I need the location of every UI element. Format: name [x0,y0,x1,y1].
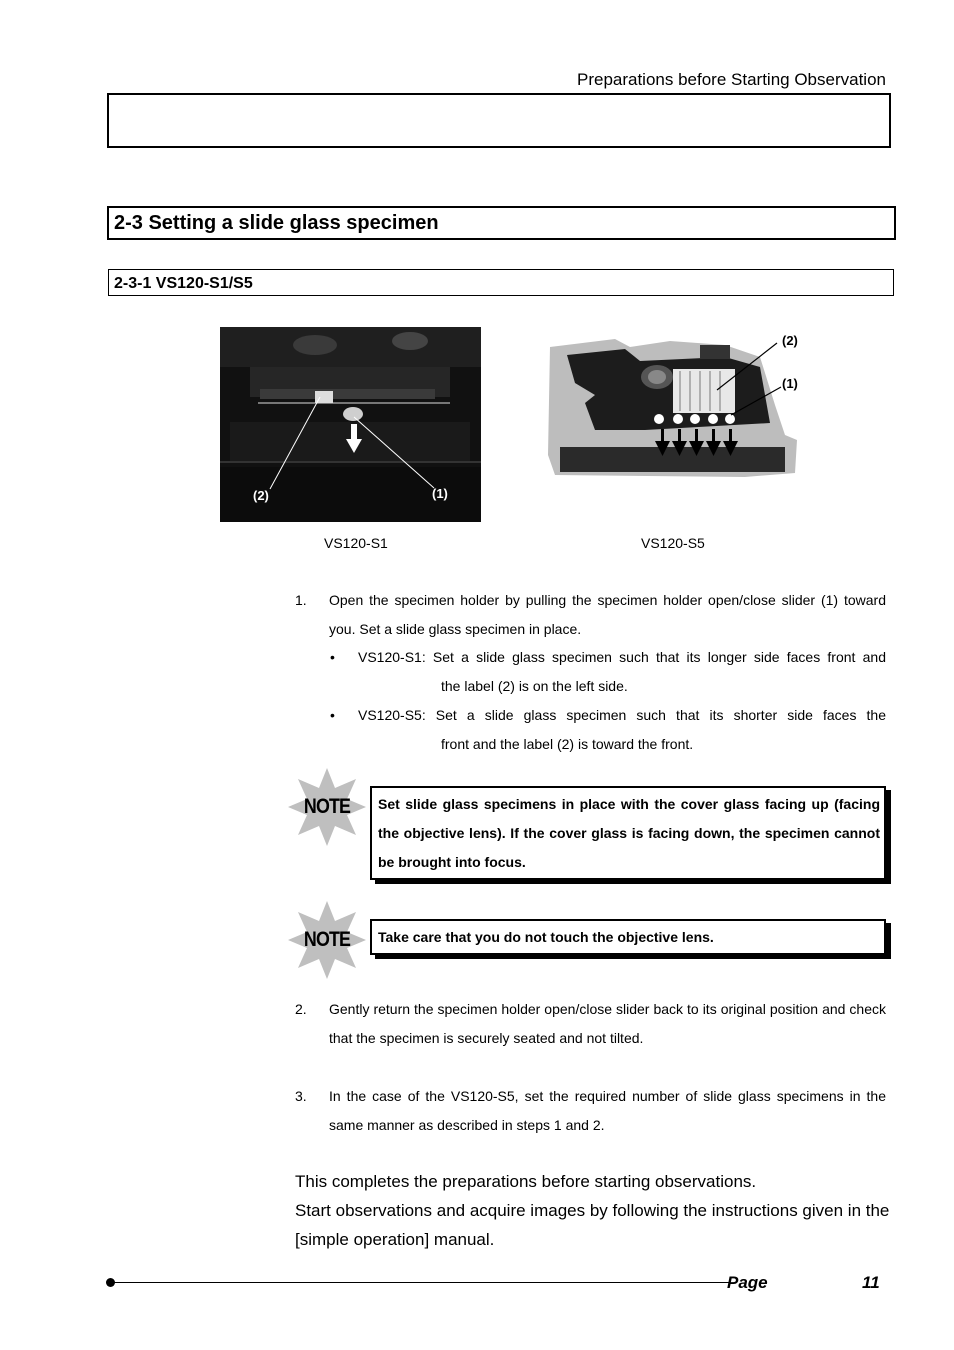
note-badge: NOTE [303,928,351,951]
section-title: 2-3 Setting a slide glass specimen [107,206,896,240]
s5-label-1: (1) [782,376,798,391]
step-text: Open the specimen holder by pulling the specimen holder open/close slider (1) toward you. Set a slide glass specimen in place. [329,592,886,637]
bullet-vs120-s1 [330,643,886,701]
s5-label-2: (2) [782,333,798,348]
note-text: Set slide glass specimens in place with the cover glass facing up (facing the objective lens). If the cover glass is facing down, the specimen cannot be brought into focus. [378,796,880,870]
footer-page-label: Page [727,1273,768,1292]
step-text: Gently return the specimen holder open/close slider back to its original position and check that the specimen is securely seated and not tilted. [329,1001,886,1046]
s1-caption: VS120-S1 [324,535,388,551]
note-box [370,919,886,955]
bullet-vs120-s5 [330,701,886,759]
step-2 [295,995,886,1053]
bullet-line: VS120-S5: Set a slide glass specimen such that its shorter side faces the [358,707,886,723]
step-number: 1. [295,592,307,608]
footer-rule [110,1282,730,1283]
s1-label-1: (1) [432,486,448,501]
bullet-line: VS120-S1: Set a slide glass specimen such that its longer side faces front and [358,649,886,665]
closing-line: Start observations and acquire images by following the instructions given in the [simple operation] manual. [295,1201,890,1249]
vs120-s5-photo [545,335,800,495]
s5-caption: VS120-S5 [641,535,705,551]
note-text: Take care that you do not touch the objective lens. [378,929,714,945]
bullet-dot: • [330,649,335,665]
footer-page-number: 11 [862,1273,880,1292]
note-box [370,786,886,880]
closing-paragraph [295,1167,890,1254]
subsection-title: 2-3-1 VS120-S1/S5 [108,269,894,296]
step-1 [295,586,886,644]
header-box [107,93,891,148]
header-title: Preparations before Starting Observation [576,70,886,89]
bullet-line: front and the label (2) is toward the front. [441,736,694,752]
bullet-dot: • [330,707,335,723]
closing-line: This completes the preparations before starting observations. [295,1172,757,1191]
step-text: In the case of the VS120-S5, set the required number of slide glass specimens in the same manner as described in steps 1 and 2. [329,1088,886,1133]
bullet-line: the label (2) is on the left side. [441,678,628,694]
step-number: 3. [295,1088,307,1104]
step-3 [295,1082,886,1140]
note-badge: NOTE [303,795,351,818]
step-number: 2. [295,1001,307,1017]
s1-label-2: (2) [253,488,269,503]
